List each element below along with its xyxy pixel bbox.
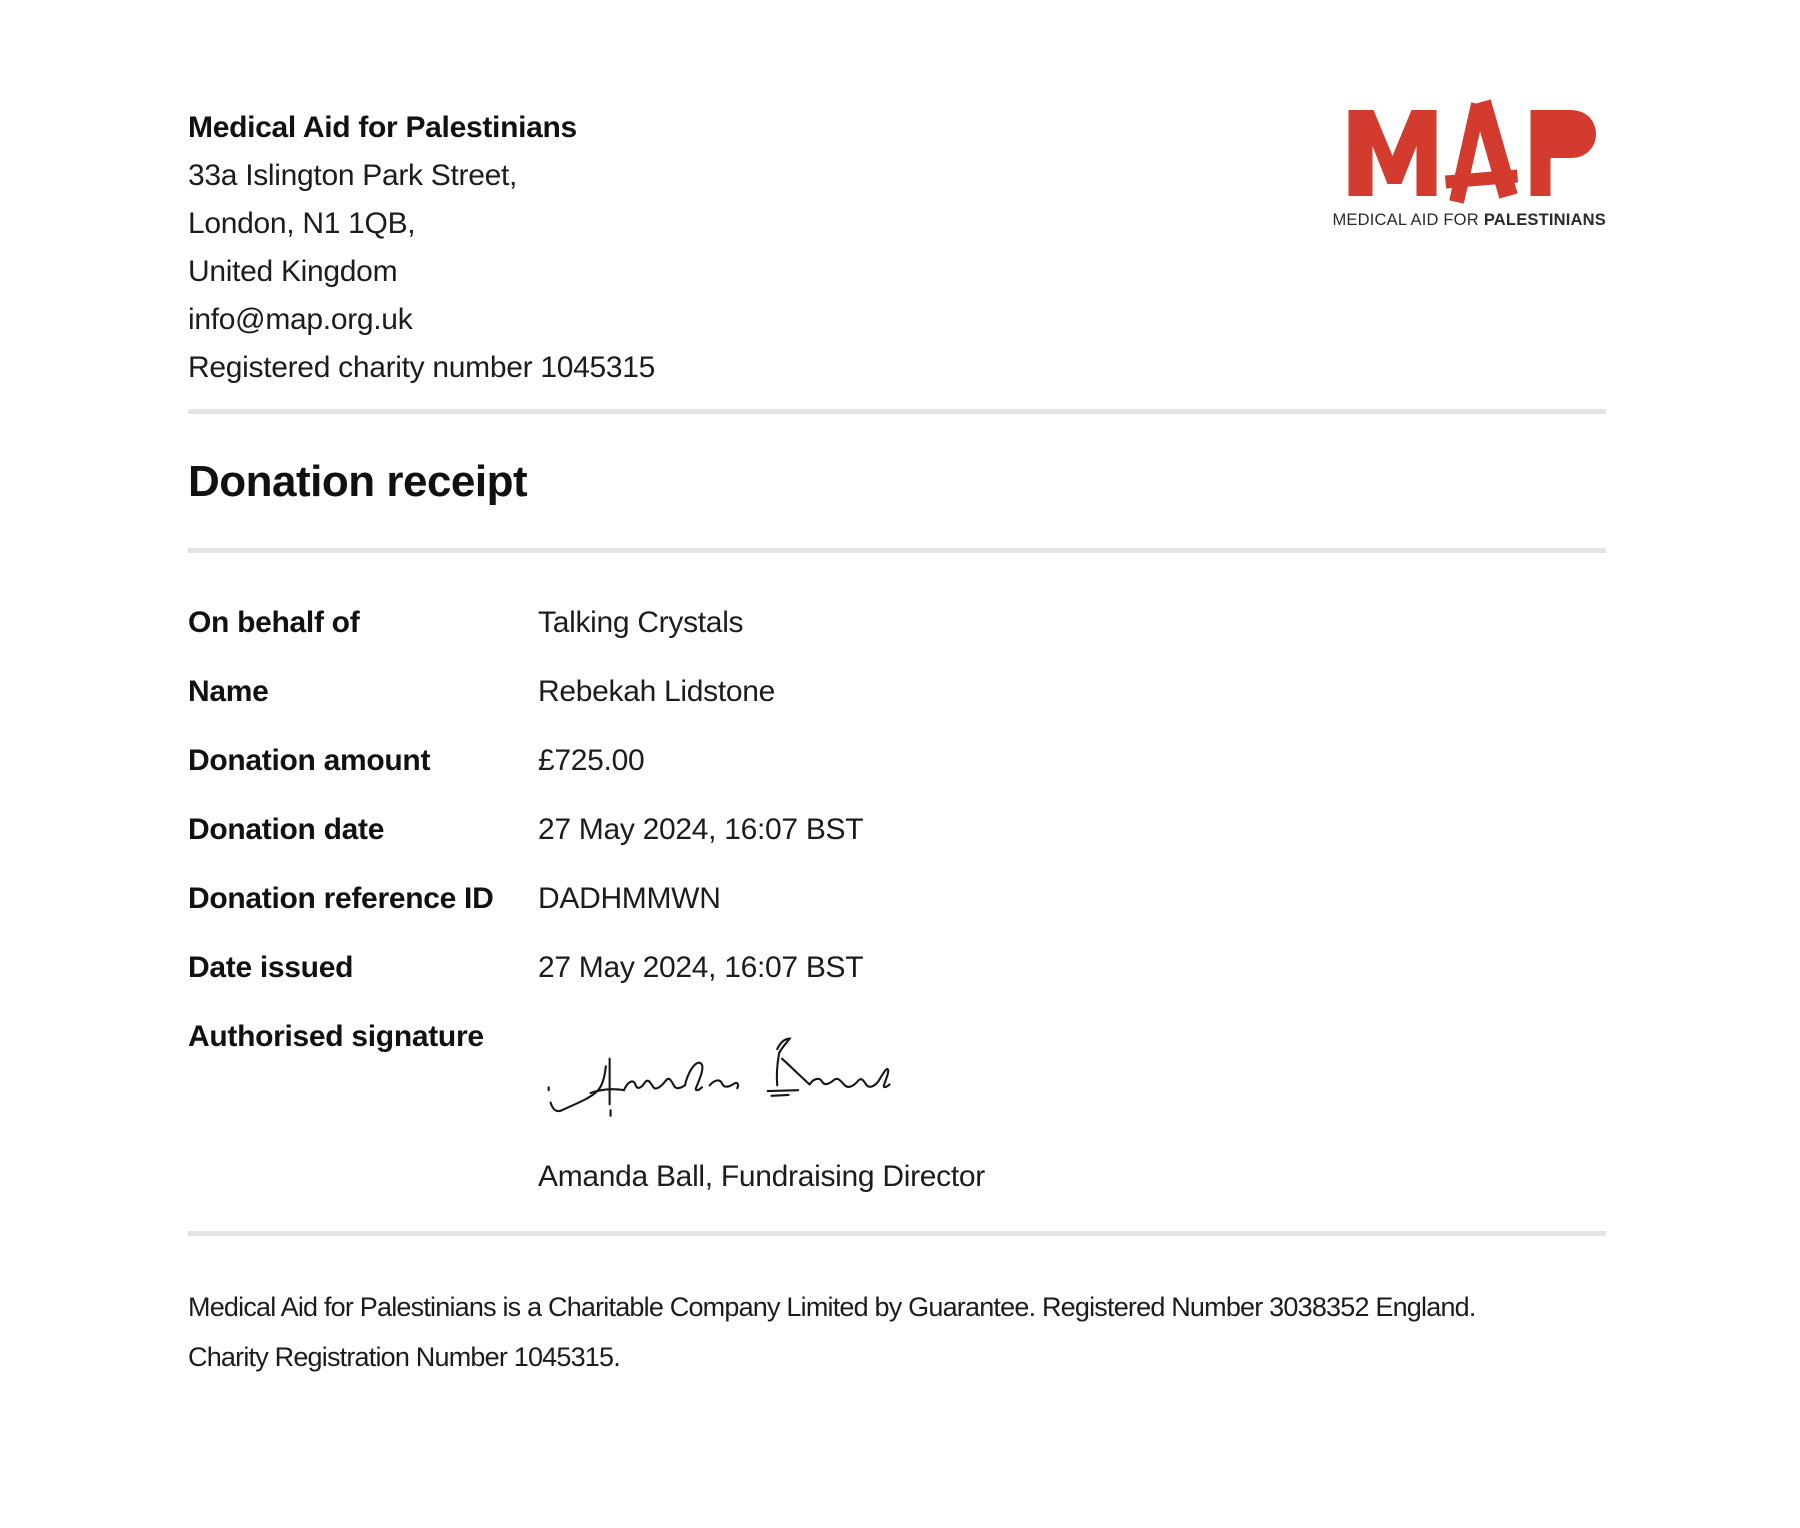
row-label: Donation date: [188, 813, 385, 846]
divider: [188, 548, 1606, 553]
signature-block: [538, 1019, 985, 1195]
tagline-bold: PALESTINIANS: [1483, 211, 1606, 229]
receipt-row-donation-amount: [188, 743, 1606, 779]
map-logo: [1332, 96, 1606, 230]
receipt-row-name: [188, 674, 1606, 710]
tagline-regular: MEDICAL AID FOR: [1332, 211, 1479, 229]
receipt-row-on-behalf-of: [188, 605, 1606, 641]
row-label: Donation reference ID: [188, 882, 494, 915]
divider: [188, 409, 1606, 414]
signature-row: [188, 1019, 1606, 1195]
org-name: Medical Aid for Palestinians: [188, 111, 577, 144]
page-title: Donation receipt: [188, 457, 528, 506]
org-address-line: London, N1 1QB,: [188, 207, 416, 240]
org-address-block: [188, 104, 655, 392]
row-value: £725.00: [538, 744, 645, 777]
row-label: Authorised signature: [188, 1020, 484, 1053]
logo-letter-m: [1349, 110, 1437, 196]
row-label: On behalf of: [188, 606, 360, 639]
receipt-row-date-issued: [188, 950, 1606, 986]
receipt-row-donation-date: [188, 812, 1606, 848]
logo-letter-p: [1531, 110, 1597, 196]
row-value: 27 May 2024, 16:07 BST: [538, 813, 864, 846]
org-address-line: 33a Islington Park Street,: [188, 159, 518, 192]
org-charity-number: Registered charity number 1045315: [188, 351, 656, 384]
org-address-line: United Kingdom: [188, 255, 398, 288]
footer-line: Charity Registration Number 1045315.: [188, 1342, 620, 1372]
row-label: Date issued: [188, 951, 354, 984]
map-logo-wordmark: [1341, 96, 1606, 206]
document-footer: [188, 1282, 1606, 1382]
org-email: info@map.org.uk: [188, 303, 413, 336]
row-value: 27 May 2024, 16:07 BST: [538, 951, 864, 984]
row-label: Donation amount: [188, 744, 431, 777]
divider: [188, 1231, 1606, 1236]
footer-line: Medical Aid for Palestinians is a Charitable Company Limited by Guarantee. Registered Number 3038352 England.: [188, 1292, 1476, 1322]
signature-caption: Amanda Ball, Fundraising Director: [538, 1160, 985, 1193]
row-value: Rebekah Lidstone: [538, 675, 776, 708]
receipt-details: [188, 605, 1606, 1195]
document-header: [188, 104, 1606, 392]
map-logo-tagline: [1332, 211, 1606, 230]
row-value: DADHMMWN: [538, 882, 721, 915]
row-label: Name: [188, 675, 269, 708]
row-value: Talking Crystals: [538, 606, 744, 639]
logo-letter-a-brush: [1446, 102, 1518, 202]
receipt-row-reference-id: [188, 881, 1606, 917]
signature-image: [542, 1011, 942, 1135]
